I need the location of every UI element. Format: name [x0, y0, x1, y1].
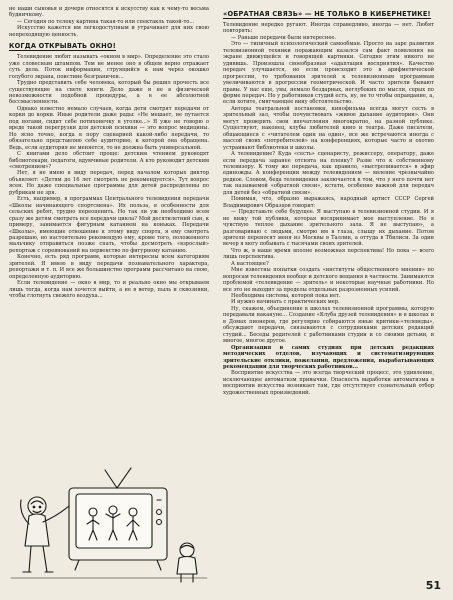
right-paragraph-b1: Что ж, в наше время вполне возможная перспектива! Но пока — всего лишь перспектива.	[223, 247, 434, 261]
left-paragraph-8: Если телевидение — окно в мир, то и реально окно мы открываем лишь тогда, когда нам хочется выйти, а не в ветер, пыль и сквозняки, чтобы глотнуть свежего воздуха...	[9, 280, 209, 300]
left-paragraph-1: Телевидение любят называть «окном в мир». Определение это стало уже словесным штампом. Тем не менее оно в общем верно отражает суть дела. Поток информации, струящийся к нам через окошко голубого экрана, поистине безграничен...	[9, 54, 209, 80]
right-paragraph-b8: Восприятие искусства — это всегда творческий процесс, это удивление, исключающее автоматизм привычки. Опасность выработки автоматизма в восприятии искусства возникает там, где отсутствует сознательный отбор художественных произведений.	[223, 370, 434, 396]
right-paragraph-a4: Авторы театральной постановки, кинофильма всегда могут сесть в зрительный зал, чтобы почувствовать «живое дыхание аудитории». Они могут проверить свои впечатления многократно, на разной публике. Существуют, наконец, клубы любителей кино и театра. Даже писатели, общающиеся с «читателем один на один», все же встречаются иногда с массой своих «потребителей» на конференциях, которые часто и охотно устраивают библиотеки и школы.	[223, 105, 434, 151]
left-paragraph-2: Трудно представить себе человека, который бы решил прочесть все существующие на свете книги. Дело даже и не в физической невозможности подобной процедуры, а в ее абсолютной бессмысленности.	[9, 80, 209, 106]
right-column	[223, 6, 434, 396]
right-paragraph-a3: Это — типичный психологический самообман. Просто на заре развития телевизионной техники поражающим казался сам факт появления на экране движущейся и говорящей картинки. Сегодня этим никого не удивишь. Произошла своеобразная «адаптация восприятия». Качество передач улучшается, но если происходит это в арифметической прогрессии, то требования зрителей к телевизионным программам увеличиваются в прогрессии геометрической. И часто зрители бывают правы. У нас еще, увы, немало бездарных, неглубоких по мысли, серых по форме передач. Но у работников студий есть, ну, не то чтобы оправдание, а, если хотите, смягчающее вину обстоятельство.	[223, 41, 434, 106]
left-paragraph-6: Есть, например, в программах Центрального телевидения передачи «Школы начинающего спортсмена». Их польза, в особенности для сельских ребят, трудно переоценить. Но так ли уж необходимо всем сразу же детям смотреть все передачи цикла? Мой десятилетний сын, к примеру, занимается фигурным катанием на коньках. Передачи «Школы», имеющие отношение к этому виду спорта, я ему смотреть разрешаю, но настоятельно рекомендую ему, кроме того, положенного мальчику отправиться позже спать, чтобы досмотреть «взрослый» репортаж с соревнований на первенство по фигурному катанию.	[9, 196, 209, 254]
cartoon-illustration	[9, 454, 209, 584]
right-paragraph-b7-bold: Организация в самих студиях при детских редакциях методических отделов, изучающих и систематизирующих зрительские отклики, пожелания, предложения, вырабатывающих рекомендации для творческих работников...	[223, 344, 434, 371]
right-paragraph-a1: Телевидение нередко ругают. Иногда справедливо, иногда — нет. Любят повторять:	[223, 22, 434, 35]
section-heading-feedback: «ОБРАТНАЯ СВЯЗЬ» — НЕ ТОЛЬКО В КИБЕРНЕТИКЕ!	[223, 10, 431, 18]
left-paragraph-7: Конечно, есть ряд программ, которые интересны всем категориям зрителей. Я имею в виду передачи познавательного характера, репортажи и т. п. И все же большинство программ рассчитано на свою, определенную аудиторию.	[9, 254, 209, 280]
left-paragraph-3: Однако известно немало случаев, когда дети смотрят передачи от корки до корки. Иные родители даже рады: «Не мешает, не путается под ногами, сидит себе потихонечку в уголке...» Я уже не говорю о вреде такой перегрузки для детской психики — это вопрос медицины. Но ясно точно, когда в пору сценарией какой-либо передачи, то обязательно представляю себе аудиторию, к которой она обращена. Ведь, если аудитория не меняется, то не должна быть универсальной.	[9, 105, 209, 151]
intro-paragraph-3: Искусство кажется им легкодоступным и утрачивает для них свою непреходящую ценность.	[9, 25, 209, 38]
left-paragraph-4: С книгами дело обстоит проще: детским чтением руководят библиотекари, педагоги, вдумчивые родители. А кто руководит детским «смотрением»?	[9, 151, 209, 170]
right-paragraph-b2: А настоящее?	[231, 260, 269, 267]
quote-paragraph: — Представьте себе будущее. Я выступаю в телевизионной студии. И я не вижу той публики, которая воспринимает мое выступление. Но я чувствую теплое дыхание зрительного зала. Я не выступаю», а разговариваю с людьми, смотрю им в глаза, слышу их дыхание. Потом зрители переносят меня из Москвы в Таллин, а оттуда в Тбилиси. За один вечер я могу побывать с тысячами своих зрителей.	[223, 209, 434, 248]
left-paragraph-5: Нет, я не имею в виду передач, перед началом которых диктор объявляет: «Детям до 16 лет смотреть не рекомендуется». Тут вопрос ясен. Но даже специальные программы для детей распределены по рубрикам не зря.	[9, 170, 209, 196]
right-paragraph-b5: И нужно начинать с практических мер.	[231, 299, 340, 306]
right-paragraph-b6: Ну, скажем, объединение в школах телевизионной программы, которую передавали накануне... Создание «Клуба друзей телевидения» и в школах и в Домах пионеров, где регулярно собираются юные критики-«телеведы», обсуждают передачи, связываются с сотрудниками детских редакций студий... Беседы родителей с работниками студии и со своими детьми, и многое, многое другое.	[223, 305, 434, 345]
intro-paragraph-1: не наши сыновья и дочери относятся к искусству как к чему-то весьма будничному.	[9, 6, 209, 19]
right-paragraph-a6: Понимая, что, образно выражаясь, народный артист СССР Сергей Владимирович Образцов говорит:	[223, 196, 434, 209]
right-paragraph-b4: Необходима система, которой пока нет.	[231, 293, 341, 300]
right-paragraph-a5: А телевидение? Куда «сесть» сценаристу, режиссеру, оператору, даже если передача заранее отснята на пленку? Разве что к собственному телевизору. К тому же передача, как правило, «выстреливается» в эфир единожды. А конференции между телевидением — явление чрезвычайно редкое. Словом, беда телевидения заключается в том, что у него почти нет так называемой «обратной связи», кстати, особенно важной для передач для детей без «обратной связи».	[223, 151, 434, 196]
right-paragraph-a2: — Раньше передачи были интереснее.	[231, 34, 337, 41]
intro-paragraph-2: — Сегодня по телеку картина такая-то или спектакль такой-то...	[17, 18, 195, 25]
left-column	[9, 6, 209, 299]
right-paragraph-b3: Мне известны попытки создать «институты общественного мнения» по вопросам телевидения вообще и детского вещания в частности. Занимаются проблемой «телевидение — зритель» и некоторые научные работники. Но все это не выходит за пределы отдельных разрозненных усилий.	[223, 267, 434, 293]
page-number: 51	[425, 579, 441, 592]
section-heading-window: КОГДА ОТКРЫВАТЬ ОКНО!	[9, 42, 116, 51]
